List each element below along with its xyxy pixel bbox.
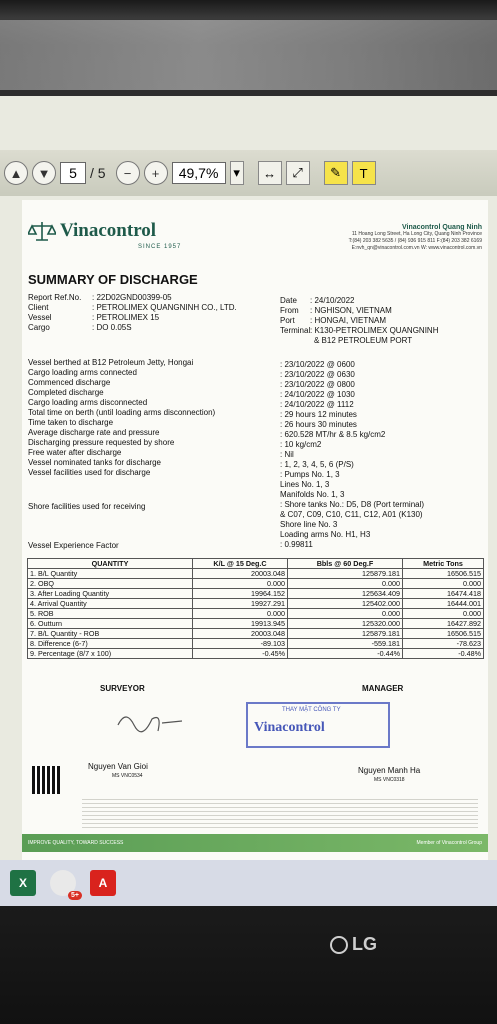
- stamp-brand: Vinacontrol: [254, 720, 325, 735]
- page-total: / 5: [90, 165, 106, 181]
- quantity-value-cell: -0.45%: [193, 649, 288, 659]
- window-glare: [0, 20, 497, 90]
- shore-value: : Shore tanks No.: D5, D8 (Port terminal): [280, 500, 425, 509]
- quantity-value-cell: 20003.048: [193, 569, 288, 579]
- quantity-label-cell: 1. B/L Quantity: [28, 569, 193, 579]
- quantity-value-cell: 0.000: [288, 609, 403, 619]
- quantity-value-cell: -78.623: [403, 639, 484, 649]
- col-header: Bbls @ 60 Deg.F: [288, 559, 403, 569]
- pdf-reader-icon[interactable]: A: [90, 870, 116, 896]
- monitor-bezel-bottom: [0, 906, 497, 1024]
- event-value: Manifolds No. 1, 3: [280, 490, 345, 499]
- brand-name: Vinacontrol: [60, 220, 157, 241]
- quantity-label-cell: 7. B/L Quantity - ROB: [28, 629, 193, 639]
- pdf-toolbar: [0, 150, 497, 196]
- document-title: SUMMARY OF DISCHARGE: [28, 272, 198, 287]
- quantity-value-cell: 16427.892: [403, 619, 484, 629]
- quantity-label-cell: 5. ROB: [28, 609, 193, 619]
- surveyor-signature: [112, 705, 192, 739]
- quantity-value-cell: -0.48%: [403, 649, 484, 659]
- next-page-icon[interactable]: ▼: [32, 161, 56, 185]
- quantity-label-cell: 2. OBQ: [28, 579, 193, 589]
- zoom-in-icon[interactable]: +: [144, 161, 168, 185]
- event-label: Completed discharge: [28, 388, 104, 397]
- event-label: Vessel nominated tanks for discharge: [28, 458, 161, 467]
- info-row: Vessel : PETROLIMEX 15: [28, 313, 160, 322]
- event-value: : 10 kg/cm2: [280, 440, 322, 449]
- quantity-value-cell: 16506.515: [403, 569, 484, 579]
- quantity-value-cell: 125879.181: [288, 569, 403, 579]
- fine-print: [82, 796, 478, 828]
- quantity-label-cell: 3. After Loading Quantity: [28, 589, 193, 599]
- info-row: Terminal: K130-PETROLIMEX QUANGNINH: [280, 326, 439, 335]
- quantity-value-cell: -89.103: [193, 639, 288, 649]
- quantity-value-cell: 125879.181: [288, 629, 403, 639]
- scale-icon: [28, 220, 56, 242]
- vef-value: : 0.99811: [280, 540, 313, 549]
- notification-badge: 5+: [68, 891, 82, 900]
- address: 11 Hoang Long Street, Ha Long City, Quang Ninh Province: [351, 231, 482, 237]
- event-value: : 24/10/2022 @ 1112: [280, 400, 354, 409]
- quantity-table: [27, 558, 484, 659]
- quantity-value-cell: 125320.000: [288, 619, 403, 629]
- phone: T:(84) 203 382 5635 / (84) 936 915 811 F:(84) 203 382 6169: [348, 238, 482, 244]
- shore-label: Shore facilities used for receiving: [28, 502, 146, 511]
- event-label: Time taken to discharge: [28, 418, 114, 427]
- quantity-value-cell: 0.000: [403, 609, 484, 619]
- vinacontrol-logo: [28, 220, 156, 242]
- quantity-value-cell: 19964.152: [193, 589, 288, 599]
- taskbar: [0, 860, 497, 906]
- surveyor-ms: MS VNC0534: [112, 773, 143, 779]
- surveyor-name: Nguyen Van Gioi: [88, 762, 148, 771]
- comment-icon[interactable]: ✎: [324, 161, 348, 185]
- quantity-label-cell: 4. Arrival Quantity: [28, 599, 193, 609]
- event-label: Cargo loading arms disconnected: [28, 398, 148, 407]
- event-value: : 23/10/2022 @ 0800: [280, 380, 355, 389]
- page-number-input[interactable]: 5: [60, 162, 86, 184]
- surveyor-label: SURVEYOR: [100, 684, 145, 693]
- footer-slogan: IMPROVE QUALITY, TOWARD SUCCESS: [28, 840, 124, 846]
- table-row: [28, 569, 484, 579]
- table-row: [28, 579, 484, 589]
- quantity-value-cell: 0.000: [193, 609, 288, 619]
- info-row: Date : 24/10/2022: [280, 296, 355, 305]
- info-row: Cargo : DO 0.05S: [28, 323, 132, 332]
- monitor-logo: [330, 934, 377, 955]
- chrome-icon[interactable]: [50, 870, 79, 899]
- zoom-level-input[interactable]: 49,7%: [172, 162, 226, 184]
- quantity-value-cell: 16474.418: [403, 589, 484, 599]
- col-header: K/L @ 15 Deg.C: [193, 559, 288, 569]
- event-label: Vessel berthed at B12 Petroleum Jetty, Hongai: [28, 358, 194, 367]
- quantity-value-cell: -0.44%: [288, 649, 403, 659]
- manager-name: Nguyen Manh Ha: [358, 766, 421, 775]
- info-row: Client : PETROLIMEX QUANGNINH CO., LTD.: [28, 303, 237, 312]
- since-label: SINCE 1957: [138, 244, 182, 250]
- branch-name: Vinacontrol Quang Ninh: [402, 224, 482, 231]
- table-row: [28, 609, 484, 619]
- lg-circle-icon: [330, 936, 348, 954]
- fit-width-icon[interactable]: ↔: [258, 161, 282, 185]
- event-value: : 26 hours 30 minutes: [280, 420, 357, 429]
- email: E:nvh_qn@vinacontrol.com.vn W: www.vinacontrol.com.vn: [351, 245, 482, 251]
- company-stamp: [246, 702, 390, 748]
- event-label: Discharging pressure requested by shore: [28, 438, 175, 447]
- info-row: From : NGHISON, VIETNAM: [280, 306, 392, 315]
- shore-value: Shore line No. 3: [280, 520, 338, 529]
- event-value: Lines No. 1, 3: [280, 480, 330, 489]
- quantity-value-cell: 19927.291: [193, 599, 288, 609]
- quantity-value-cell: 16506.515: [403, 629, 484, 639]
- table-row: [28, 619, 484, 629]
- table-row: [28, 589, 484, 599]
- col-header: QUANTITY: [28, 559, 193, 569]
- zoom-dropdown-icon[interactable]: ▾: [230, 161, 244, 185]
- right-info: [280, 296, 438, 346]
- table-row: [28, 639, 484, 649]
- document-page: [22, 200, 488, 860]
- quantity-label-cell: 9. Percentage (8/7 x 100): [28, 649, 193, 659]
- event-value: : 23/10/2022 @ 0600: [280, 360, 355, 369]
- fit-page-icon[interactable]: ⤢: [286, 161, 310, 185]
- previous-page-icon[interactable]: ▲: [4, 161, 28, 185]
- qr-code: [32, 766, 60, 794]
- quantity-value-cell: 16444.001: [403, 599, 484, 609]
- zoom-out-icon[interactable]: −: [116, 161, 140, 185]
- footer-member: Member of Vinacontrol Group: [416, 840, 482, 846]
- quantity-value-cell: 20003.048: [193, 629, 288, 639]
- event-values: [280, 360, 424, 550]
- event-value: : 23/10/2022 @ 0630: [280, 370, 355, 379]
- event-label: Commenced discharge: [28, 378, 111, 387]
- quantity-value-cell: -559.181: [288, 639, 403, 649]
- quantity-label-cell: 8. Difference (6-7): [28, 639, 193, 649]
- event-value: : 29 hours 12 minutes: [280, 410, 357, 419]
- quantity-value-cell: 19913.945: [193, 619, 288, 629]
- shore-value: Loading arms No. H1, H3: [280, 530, 371, 539]
- manager-label: MANAGER: [362, 684, 404, 693]
- manager-ms: MS VNC0318: [374, 777, 405, 783]
- lg-text: LG: [352, 934, 377, 954]
- info-row: Report Ref.No. : 22D02GND00399-05: [28, 293, 172, 302]
- event-label: Total time on berth (until loading arms disconnection): [28, 408, 216, 417]
- table-row: [28, 629, 484, 639]
- annotate-icon[interactable]: T: [352, 161, 376, 185]
- table-row: [28, 599, 484, 609]
- event-value: : 1, 2, 3, 4, 5, 6 (P/S): [280, 460, 354, 469]
- shore-value: & C07, C09, C10, C11, C12, A01 (K130): [280, 510, 423, 519]
- event-label: Average discharge rate and pressure: [28, 428, 160, 437]
- left-info: [28, 293, 237, 333]
- quantity-value-cell: 125634.409: [288, 589, 403, 599]
- quantity-value-cell: 0.000: [193, 579, 288, 589]
- company-header: [262, 224, 482, 252]
- col-header: Metric Tons: [403, 559, 484, 569]
- quantity-value-cell: 0.000: [403, 579, 484, 589]
- event-label: Vessel facilities used for discharge: [28, 468, 151, 477]
- event-value: : Pumps No. 1, 3: [280, 470, 340, 479]
- quantity-value-cell: 0.000: [288, 579, 403, 589]
- vef-label: Vessel Experience Factor: [28, 541, 119, 550]
- info-row: & B12 PETROLEUM PORT: [314, 336, 413, 345]
- excel-icon[interactable]: X: [10, 870, 36, 896]
- stamp-text: THAY MẶT CÔNG TY: [282, 707, 341, 713]
- event-label: Cargo loading arms connected: [28, 368, 137, 377]
- event-value: : 24/10/2022 @ 1030: [280, 390, 355, 399]
- info-row: Port : HONGAI, VIETNAM: [280, 316, 387, 325]
- event-value: : 620.528 MT/hr & 8.5 kg/cm2: [280, 430, 386, 439]
- table-row: [28, 649, 484, 659]
- event-label: Free water after discharge: [28, 448, 122, 457]
- quantity-value-cell: 125402.000: [288, 599, 403, 609]
- table-header: [28, 559, 484, 569]
- quantity-label-cell: 6. Outturn: [28, 619, 193, 629]
- footer-band: [22, 834, 488, 852]
- event-labels: [28, 358, 215, 478]
- event-value: : Nil: [280, 450, 294, 459]
